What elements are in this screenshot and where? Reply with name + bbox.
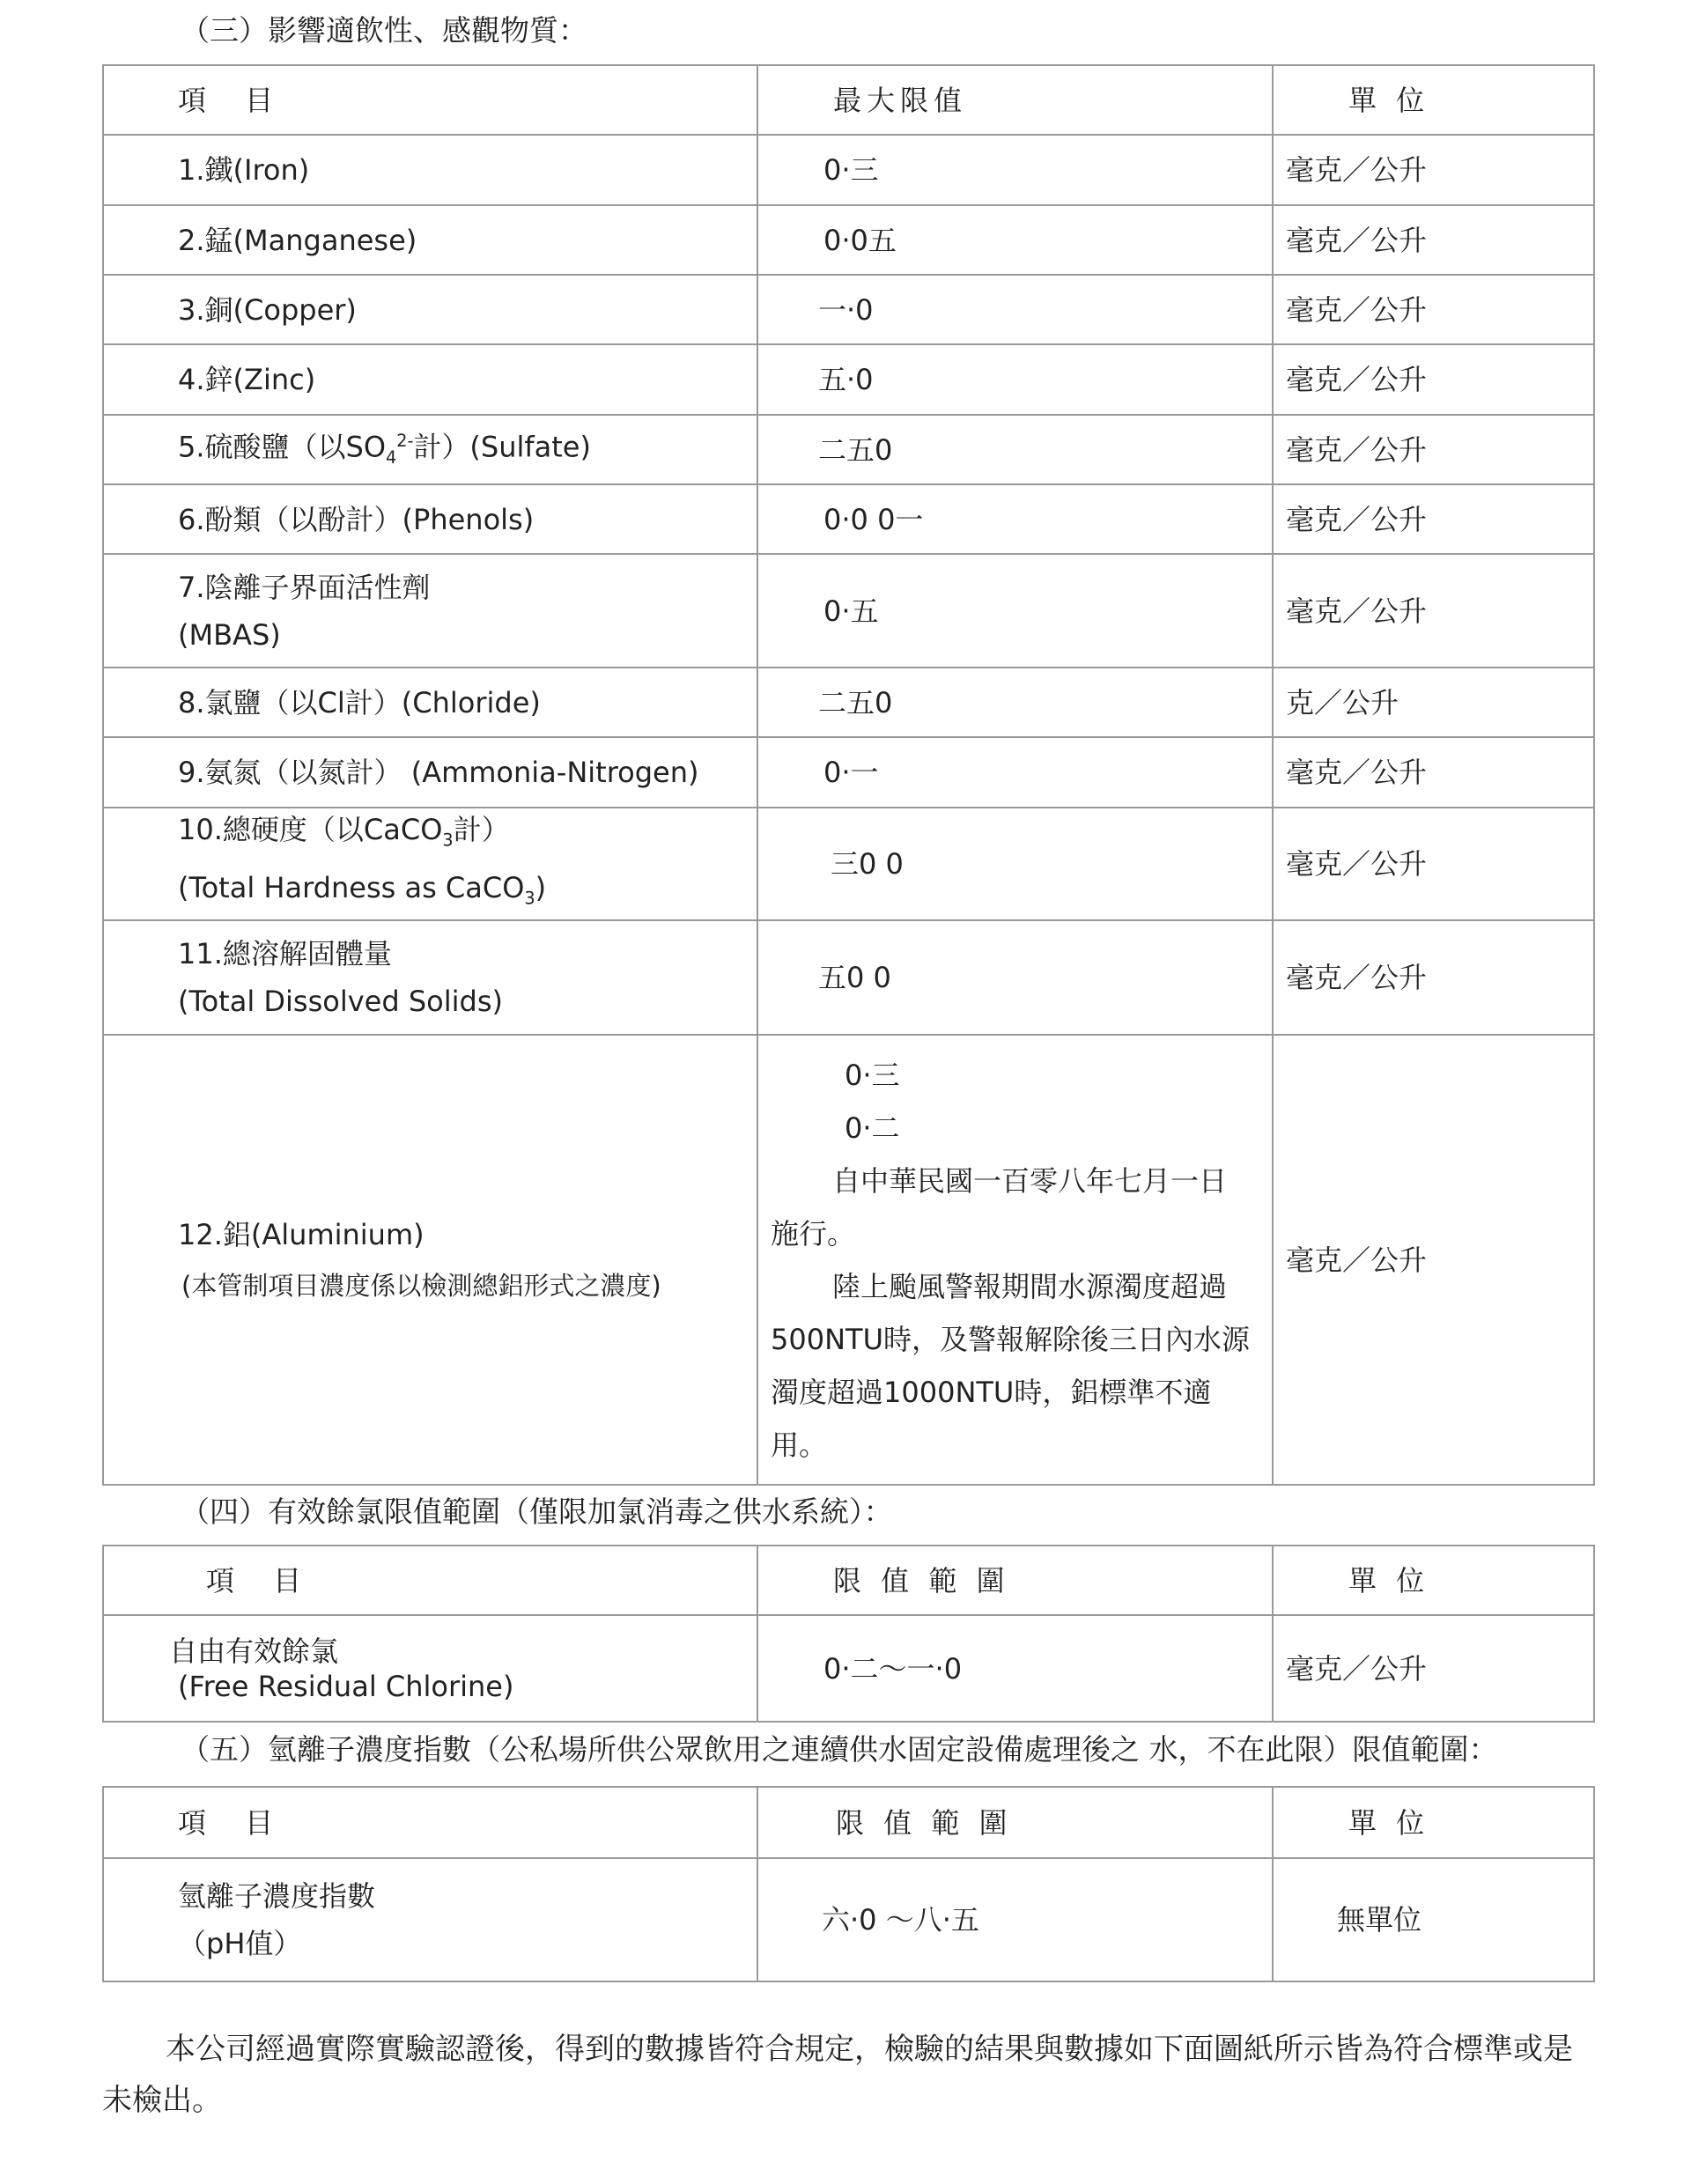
unit-cell: 毫克／公升 xyxy=(1273,808,1594,920)
table-row xyxy=(103,275,1594,344)
item-text-en: (Free Residual Chlorine) xyxy=(178,1669,514,1703)
item-cell xyxy=(103,1858,757,1981)
limit-cell: 0‧三 xyxy=(757,135,1273,205)
limit-cell: 二五0 xyxy=(757,415,1273,484)
table-row xyxy=(103,344,1594,415)
limit-cell: 0‧一 xyxy=(757,737,1273,808)
subscript: 3 xyxy=(442,830,454,850)
table-row xyxy=(103,1035,1594,1485)
header-unit: 單 位 xyxy=(1273,1546,1594,1615)
section3-title: （三）影響適飲性、感觀物質： xyxy=(181,13,587,48)
limit-cell: 五0 0 xyxy=(757,920,1273,1035)
unit-cell: 毫克／公升 xyxy=(1273,920,1594,1035)
table-header-row xyxy=(103,65,1594,135)
section4-title: （四）有效餘氯限值範圍（僅限加氯消毒之供水系統）： xyxy=(181,1494,893,1529)
item-cell xyxy=(103,808,757,920)
section5-title: （五）氫離子濃度指數（公私場所供公眾飲用之連續供水固定設備處理後之 水，不在此限）限值範圍： xyxy=(181,1732,1498,1767)
item-cell: 1.鐵(Iron) xyxy=(103,135,757,205)
item-text-en: (Total Hardness as CaCO xyxy=(178,871,525,904)
item-cell: 4.鋅(Zinc) xyxy=(103,344,757,415)
header-item: 項 目 xyxy=(103,65,757,135)
section4-table xyxy=(102,1545,1595,1723)
section3-table xyxy=(102,64,1595,1486)
unit-cell: 毫克／公升 xyxy=(1273,135,1594,205)
unit-cell: 毫克／公升 xyxy=(1273,205,1594,275)
item-cell xyxy=(103,1035,757,1485)
item-text-en: (Total Dissolved Solids) xyxy=(178,985,503,1018)
item-cell: 3.銅(Copper) xyxy=(103,275,757,344)
table-header-row xyxy=(103,1787,1594,1858)
unit-cell: 毫克／公升 xyxy=(1273,737,1594,808)
section5-table xyxy=(102,1786,1595,1982)
subscript: 3 xyxy=(524,888,535,909)
item-text: 氫離子濃度指數 xyxy=(178,1879,376,1913)
unit-cell: 毫克／公升 xyxy=(1273,1035,1594,1485)
item-note: (本管制項目濃度係以檢測總鋁形式之濃度) xyxy=(181,1270,661,1301)
unit-cell: 毫克／公升 xyxy=(1273,484,1594,554)
limit-note: 陸上颱風警報期間水源濁度超過500NTU時，及警報解除後三日內水源濁度超過1000NTU時，鋁標準不適用。 xyxy=(771,1269,1250,1462)
limit-cell: 一‧0 xyxy=(757,275,1273,344)
item-text: 自由有效餘氯 xyxy=(169,1634,339,1668)
table-row xyxy=(103,205,1594,275)
limit-cell: 六‧0 ～八‧五 xyxy=(757,1858,1273,1981)
table-row xyxy=(103,920,1594,1035)
superscript: 2- xyxy=(396,430,414,451)
header-item: 項 目 xyxy=(103,1787,757,1858)
item-cell xyxy=(103,920,757,1035)
conclusion-paragraph: 本公司經過實際實驗認證後，得到的數據皆符合規定，檢驗的結果與數據如下面圖紙所示皆為符合標準或是未檢出。 xyxy=(102,2032,1573,2118)
item-text: 計）(Sulfate) xyxy=(413,430,591,464)
limit-cell: 0‧0 0一 xyxy=(757,484,1273,554)
item-cell: 9.氨氮（以氮計） (Ammonia-Nitrogen) xyxy=(103,737,757,808)
item-text: 7.陰離子界面活性劑 xyxy=(178,570,431,604)
item-text-en: (MBAS) xyxy=(178,617,281,652)
limit-cell: 三0 0 xyxy=(757,808,1273,920)
table-header-row xyxy=(103,1546,1594,1615)
table-row xyxy=(103,415,1594,484)
table-row xyxy=(103,1615,1594,1722)
table-row xyxy=(103,135,1594,205)
table-row xyxy=(103,737,1594,808)
item-text: 5.硫酸鹽（以SO xyxy=(178,430,387,464)
limit-cell: 0‧五 xyxy=(757,554,1273,668)
limit-cell: 二五0 xyxy=(757,668,1273,737)
unit-cell: 毫克／公升 xyxy=(1273,275,1594,344)
subscript: 4 xyxy=(386,447,397,469)
item-text: 計） xyxy=(453,812,510,846)
header-limit: 最大限值 xyxy=(757,65,1273,135)
header-limit: 限 值 範 圍 xyxy=(757,1787,1273,1858)
item-cell xyxy=(103,554,757,668)
limit-value: 0‧二 xyxy=(845,1110,900,1145)
item-text-en: （pH值） xyxy=(178,1927,302,1960)
limit-cell: 0‧0五 xyxy=(757,205,1273,275)
limit-cell: 0‧二～一‧0 xyxy=(757,1615,1273,1722)
unit-cell: 毫克／公升 xyxy=(1273,344,1594,415)
limit-value: 0‧三 xyxy=(845,1058,900,1092)
header-unit: 單 位 xyxy=(1273,65,1594,135)
item-cell xyxy=(103,415,757,484)
table-row xyxy=(103,484,1594,554)
item-text: 11.總溶解固體量 xyxy=(178,937,392,970)
item-cell: 6.酚類（以酚計）(Phenols) xyxy=(103,484,757,554)
unit-cell: 克／公升 xyxy=(1273,668,1594,737)
limit-cell xyxy=(757,1035,1273,1485)
table-row xyxy=(103,668,1594,737)
header-unit: 單 位 xyxy=(1273,1787,1594,1858)
item-cell: 8.氯鹽（以Cl計）(Chloride) xyxy=(103,668,757,737)
header-item: 項 目 xyxy=(103,1546,757,1615)
unit-cell: 毫克／公升 xyxy=(1273,554,1594,668)
table-row xyxy=(103,808,1594,920)
unit-cell: 無單位 xyxy=(1273,1858,1594,1981)
table-row xyxy=(103,1858,1594,1981)
item-cell xyxy=(103,1615,757,1722)
item-text: 10.總硬度（以CaCO xyxy=(178,812,443,846)
header-limit: 限 值 範 圍 xyxy=(757,1546,1273,1615)
item-text-en: ) xyxy=(535,871,547,904)
table-row xyxy=(103,554,1594,668)
limit-note: 自中華民國一百零八年七月一日施行。 xyxy=(771,1163,1228,1251)
item-cell: 2.錳(Manganese) xyxy=(103,205,757,275)
item-text: 12.鋁(Aluminium) xyxy=(178,1217,425,1251)
unit-cell: 毫克／公升 xyxy=(1273,415,1594,484)
limit-cell: 五‧0 xyxy=(757,344,1273,415)
unit-cell: 毫克／公升 xyxy=(1273,1615,1594,1722)
